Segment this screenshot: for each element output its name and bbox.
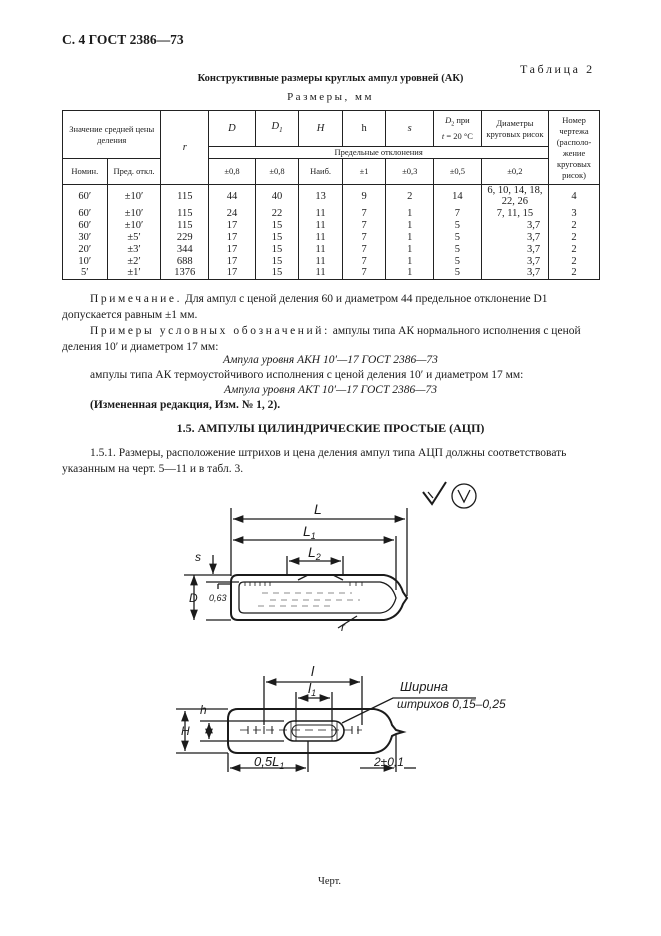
cell-diameters: 7, 11, 15 (481, 207, 548, 219)
cell-diameters: 3,7 (481, 243, 548, 255)
cell-r: 344 (161, 243, 209, 255)
cell-D1: 22 (255, 207, 299, 219)
cell-D1: 15 (255, 231, 299, 243)
ampoule-top-view (228, 709, 403, 753)
dim-l1: $l_1$ (308, 680, 317, 698)
dim-r: r (341, 620, 345, 634)
cell-drawing-number: 2 (549, 267, 600, 279)
cell-r: 115 (161, 185, 209, 208)
cell-s: 1 (386, 207, 434, 219)
surface-finish-icon (423, 482, 476, 508)
header-drawing-number: Номер чертежа (располо-жение круговых рисок) (549, 111, 600, 185)
table-label: Таблица 2 (520, 62, 595, 76)
cell-nominal: 60′ (63, 207, 108, 219)
cell-s: 1 (386, 255, 434, 267)
table-subtitle: Размеры, мм (287, 91, 374, 103)
cell-D2: 5 (434, 219, 482, 231)
cell-D1: 15 (255, 243, 299, 255)
examples-paragraph (62, 323, 600, 355)
cell-nominal: 60′ (63, 185, 108, 208)
table-row (63, 219, 600, 231)
cell-D2: 5 (434, 243, 482, 255)
header-limits: Предельные отклонения (209, 147, 549, 159)
cell-D1: 15 (255, 219, 299, 231)
cell-h: 7 (342, 267, 386, 279)
cell-D2: 14 (434, 185, 482, 208)
examples-text-2: ампулы типа АК термоустойчивого исполнения с ценой деления 10′ и диаметром 17 мм: (90, 369, 524, 381)
cell-s: 2 (386, 185, 434, 208)
header-nominal: Номин. (63, 159, 108, 185)
table-row (63, 185, 600, 208)
cell-r: 115 (161, 207, 209, 219)
dim-L: L (314, 501, 322, 517)
tol-h: ±1 (342, 159, 386, 185)
dim-s: s (195, 550, 201, 564)
dim-L1: $L_1$ (303, 523, 316, 541)
cell-drawing-number: 2 (549, 219, 600, 231)
cell-D: 44 (209, 185, 256, 208)
cell-D2: 5 (434, 231, 482, 243)
cell-D: 17 (209, 243, 256, 255)
example-formula-1: Ампула уровня АКН 10′—17 ГОСТ 2386—73 (223, 354, 438, 366)
table-row (63, 267, 600, 279)
cell-h: 7 (342, 243, 386, 255)
cell-r: 229 (161, 231, 209, 243)
cell-nominal: 60′ (63, 219, 108, 231)
dimensions-table (62, 110, 600, 280)
example-formula-2: Ампула уровня АКТ 10′—17 ГОСТ 2386—73 (224, 384, 437, 396)
header-D1: $D_1$ (255, 111, 299, 147)
cell-s: 1 (386, 219, 434, 231)
cell-D2: 5 (434, 267, 482, 279)
cell-s: 1 (386, 267, 434, 279)
section-text: 1.5.1. Размеры, расположение штрихов и цена деления ампул типа АЦП должны соответствовать указанным на черт. 5—11 и в табл. 3. (62, 447, 567, 475)
cell-nominal: 5′ (63, 267, 108, 279)
cell-diameters: 3,7 (481, 231, 548, 243)
dim-H: H (181, 724, 190, 738)
tol-D1: ±0,8 (255, 159, 299, 185)
dim-L2: $L_2$ (308, 544, 321, 562)
cell-H: 13 (299, 185, 343, 208)
revision-note: (Измененная редакция, Изм. № 1, 2). (90, 399, 281, 411)
cell-drawing-number: 2 (549, 255, 600, 267)
cell-D1: 15 (255, 255, 299, 267)
dim-chamfer: 0,63 (209, 593, 227, 603)
cell-deviation: ±10′ (107, 185, 161, 208)
table-row (63, 243, 600, 255)
cell-r: 688 (161, 255, 209, 267)
tol-s: ±0,3 (386, 159, 434, 185)
cell-drawing-number: 3 (549, 207, 600, 219)
dim-half-L1: $0,5L_1$ (254, 754, 285, 771)
tol-D: ±0,8 (209, 159, 256, 185)
cell-s: 1 (386, 243, 434, 255)
tol-D2: ±0,5 (434, 159, 482, 185)
cell-diameters: 3,7 (481, 267, 548, 279)
cell-nominal: 20′ (63, 243, 108, 255)
cell-H: 11 (299, 231, 343, 243)
cell-H: 11 (299, 243, 343, 255)
section-title: 1.5. АМПУЛЫ ЦИЛИНДРИЧЕСКИЕ ПРОСТЫЕ (АЦП) (176, 421, 485, 435)
cell-diameters: 6, 10, 14, 18, 22, 26 (481, 185, 548, 208)
table-row (63, 255, 600, 267)
cell-drawing-number: 2 (549, 243, 600, 255)
ampoule-drawing (0, 470, 661, 870)
cell-deviation: ±3′ (107, 243, 161, 255)
cell-h: 7 (342, 255, 386, 267)
examples-text-1: ампулы типа АК нормального исполнения с ценой деления 10′ и диаметром 17 мм: (62, 325, 581, 353)
cell-diameters: 3,7 (481, 255, 548, 267)
table-row (63, 207, 600, 219)
cell-drawing-number: 2 (549, 231, 600, 243)
dim-D: D (189, 591, 198, 605)
ampoule-side-view (231, 575, 407, 620)
cell-s: 1 (386, 231, 434, 243)
cell-D: 17 (209, 267, 256, 279)
cell-deviation: ±5′ (107, 231, 161, 243)
table-row (63, 231, 600, 243)
cell-deviation: ±1′ (107, 267, 161, 279)
dim-h: h (200, 703, 207, 717)
cell-nominal: 30′ (63, 231, 108, 243)
tol-H: Наиб. (299, 159, 343, 185)
cell-deviation: ±2′ (107, 255, 161, 267)
cell-D: 17 (209, 219, 256, 231)
cell-h: 7 (342, 231, 386, 243)
table-note (62, 291, 600, 323)
page-header: С. 4 ГОСТ 2386—73 (62, 32, 184, 47)
note-text: Для ампул с ценой деления 60 и диаметром 44 предельное отклонение D1 допускается равным ±1 мм. (62, 293, 548, 321)
cell-D: 17 (209, 231, 256, 243)
cell-h: 7 (342, 207, 386, 219)
examples-label: Примеры условных обозначений: (90, 325, 330, 337)
figure-caption: Черт. (318, 876, 342, 887)
cell-h: 7 (342, 219, 386, 231)
cell-H: 11 (299, 267, 343, 279)
header-deviation: Пред. откл. (107, 159, 161, 185)
cell-r: 1376 (161, 267, 209, 279)
width-label-2: штрихов 0,15–0,25 (397, 697, 506, 711)
header-diameters: Диаметры круговых рисок (481, 111, 548, 147)
cell-D2: 5 (434, 255, 482, 267)
cell-H: 11 (299, 207, 343, 219)
header-s: s (386, 111, 434, 147)
cell-drawing-number: 4 (549, 185, 600, 208)
header-r: r (161, 111, 209, 185)
cell-D1: 15 (255, 267, 299, 279)
cell-H: 11 (299, 219, 343, 231)
note-label: Примечание. (90, 293, 183, 305)
header-D: D (209, 111, 256, 147)
cell-nominal: 10′ (63, 255, 108, 267)
cell-deviation: ±10′ (107, 207, 161, 219)
header-h: h (342, 111, 386, 147)
header-D2: $D_2$ при t = 20 °С (434, 111, 482, 147)
header-H: H (299, 111, 343, 147)
dim-l: l (311, 663, 315, 679)
tol-diameters: ±0,2 (481, 159, 548, 185)
cell-h: 9 (342, 185, 386, 208)
header-division: Значение средней цены деления (63, 111, 161, 159)
cell-diameters: 3,7 (481, 219, 548, 231)
cell-deviation: ±10′ (107, 219, 161, 231)
width-label-1: Ширина (400, 679, 449, 694)
cell-H: 11 (299, 255, 343, 267)
dim-tip: 2±0,1 (374, 755, 404, 769)
cell-D2: 7 (434, 207, 482, 219)
cell-D: 24 (209, 207, 256, 219)
table-title: Конструктивные размеры круглых ампул уровней (АК) (197, 73, 464, 84)
cell-D1: 40 (255, 185, 299, 208)
cell-r: 115 (161, 219, 209, 231)
cell-D: 17 (209, 255, 256, 267)
